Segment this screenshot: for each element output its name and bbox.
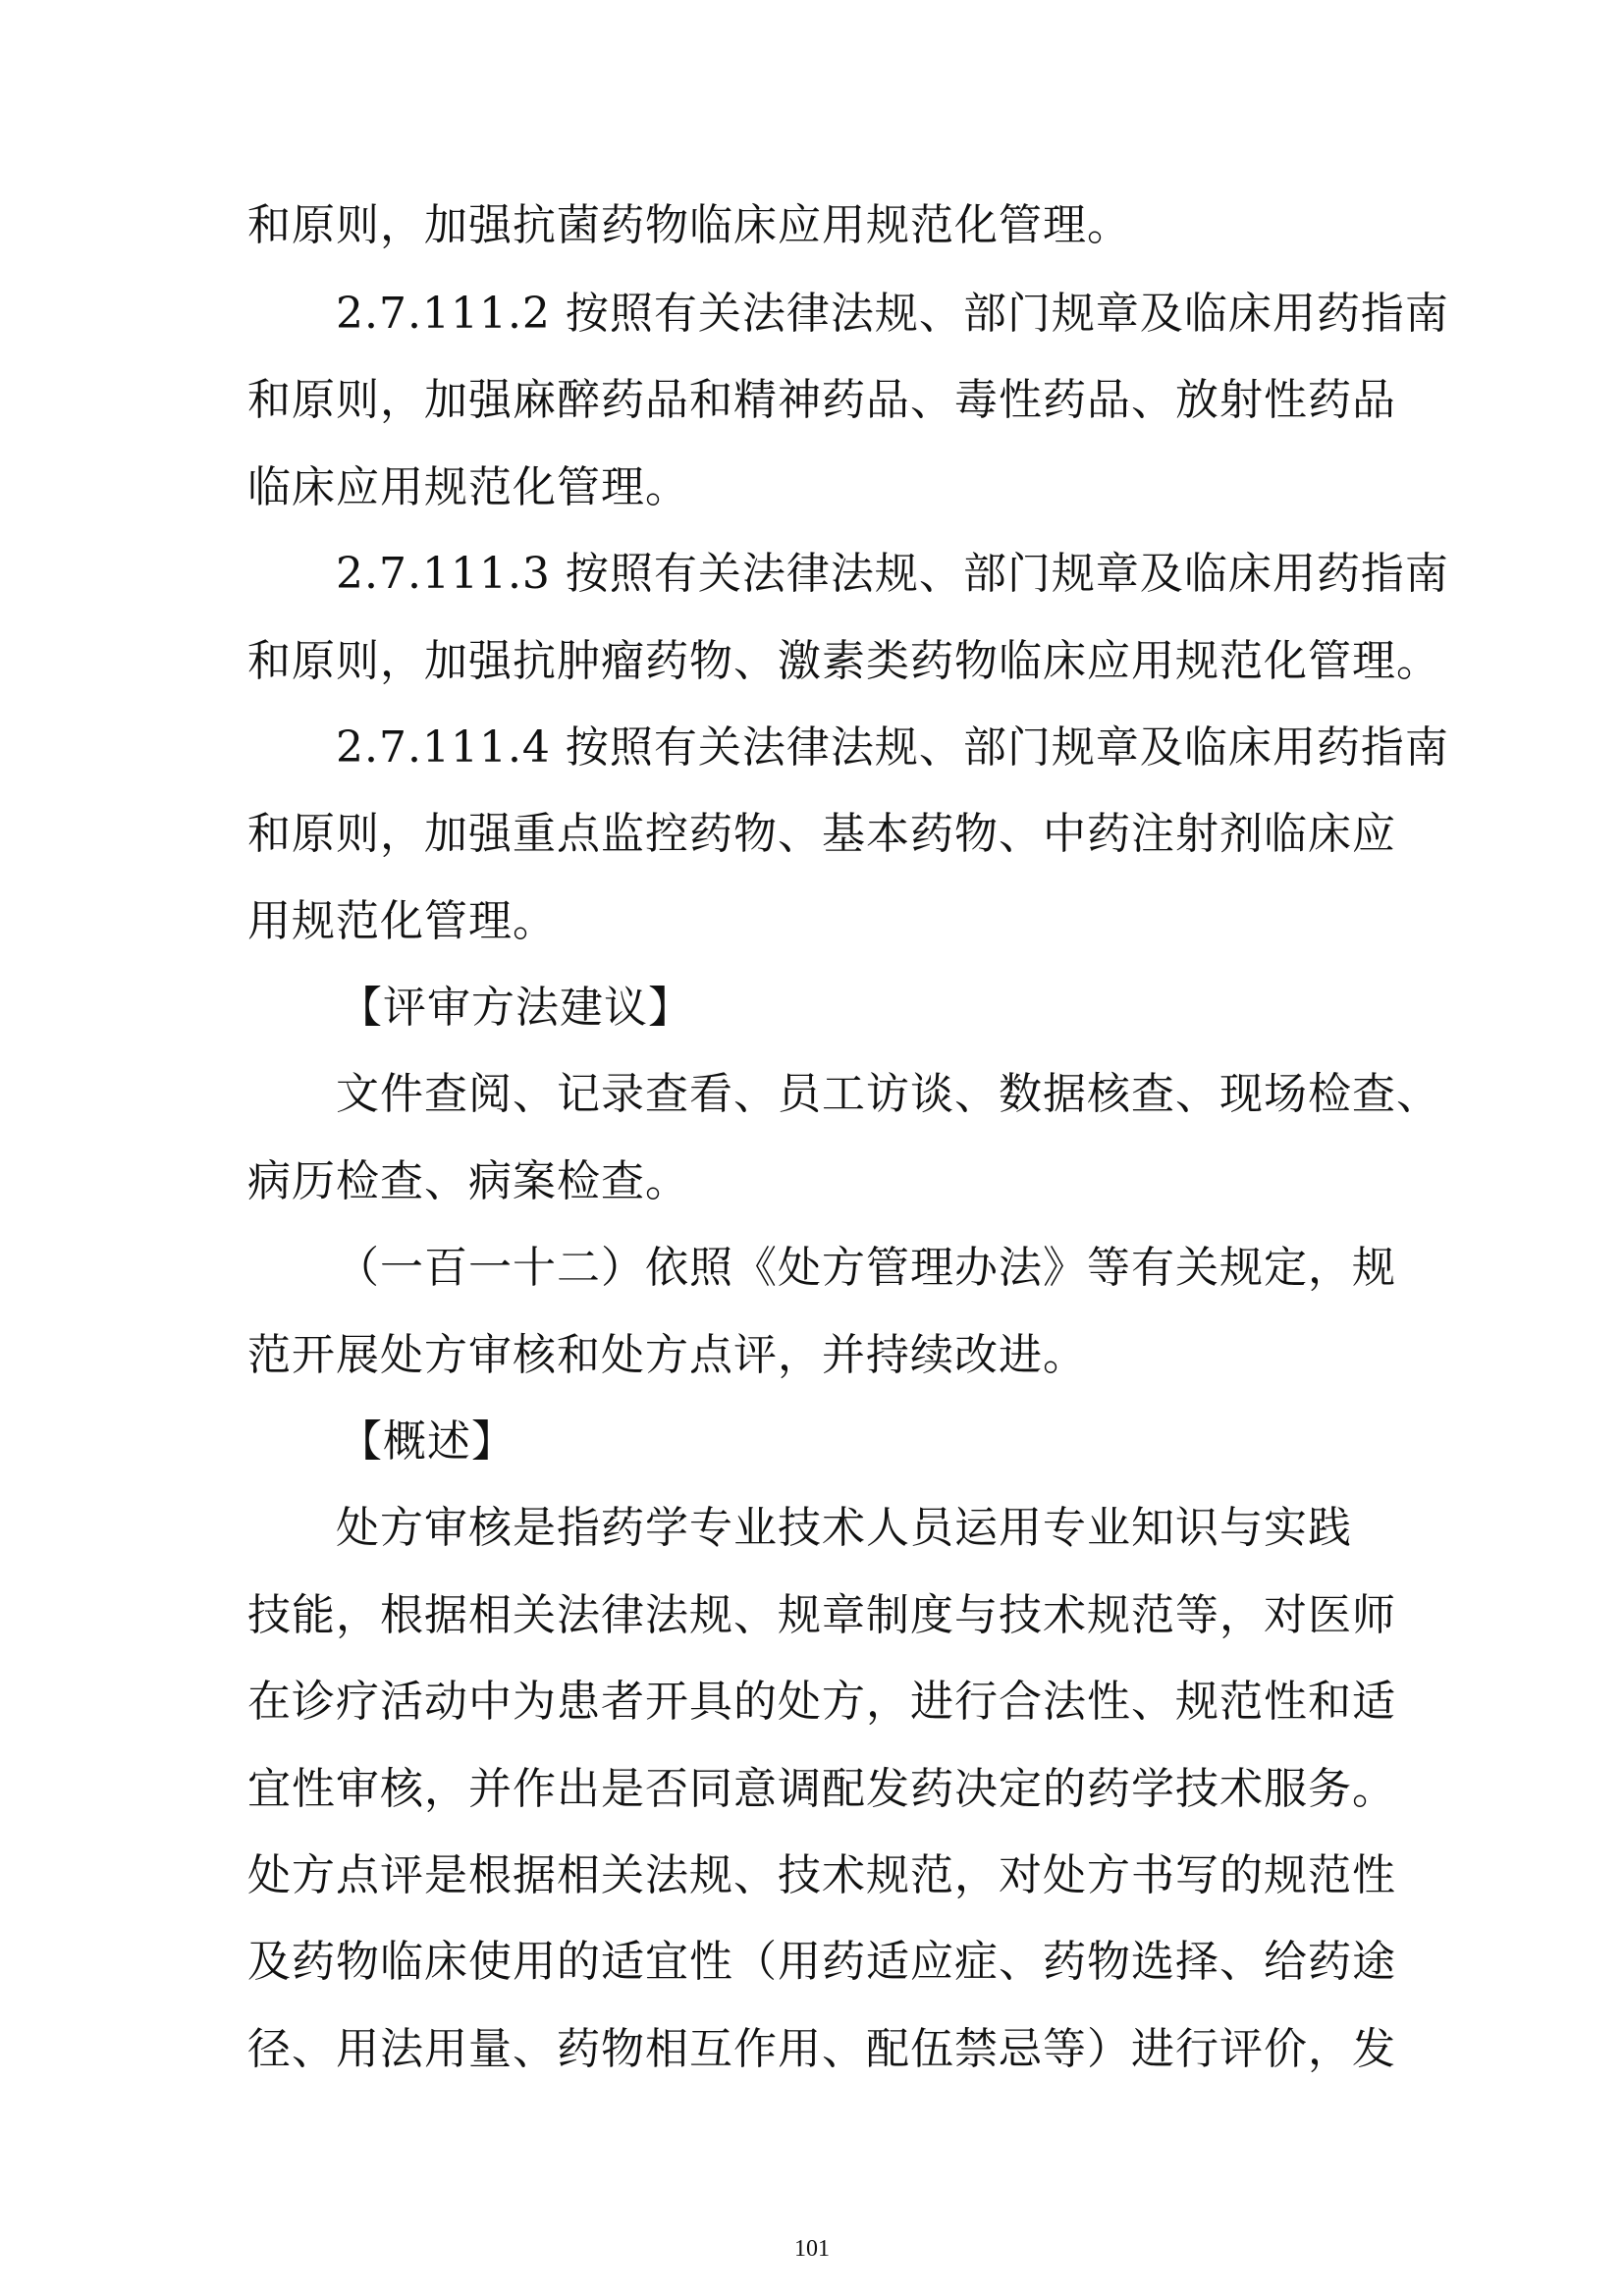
text-line: 处方点评是根据相关法规、技术规范，对处方书写的规范性 xyxy=(247,1850,1396,1900)
text-line: 范开展处方审核和处方点评，并持续改进。 xyxy=(247,1330,1087,1380)
text-line: 和原则，加强麻醉药品和精神药品、毒性药品、放射性药品 xyxy=(247,375,1396,425)
text-line: 2.7.111.4 按照有关法律法规、部门规章及临床用药指南 xyxy=(336,722,1449,773)
text-line: 2.7.111.2 按照有关法律法规、部门规章及临床用药指南 xyxy=(336,289,1449,339)
text-line: 宜性审核，并作出是否同意调配发药决定的药学技术服务。 xyxy=(247,1764,1396,1814)
text-line: 和原则，加强重点监控药物、基本药物、中药注射剂临床应 xyxy=(247,809,1396,859)
text-line: 技能，根据相关法律法规、规章制度与技术规范等，对医师 xyxy=(247,1590,1396,1640)
section-heading: 【评审方法建议】 xyxy=(339,983,692,1033)
text-line: 径、用法用量、药物相互作用、配伍禁忌等）进行评价，发 xyxy=(247,2024,1396,2074)
text-line: 及药物临床使用的适宜性（用药适应症、药物选择、给药途 xyxy=(247,1937,1396,1987)
text-line: 2.7.111.3 按照有关法律法规、部门规章及临床用药指南 xyxy=(336,549,1449,599)
text-line: 和原则，加强抗菌药物临床应用规范化管理。 xyxy=(247,200,1131,250)
text-line: 文件查阅、记录查看、员工访谈、数据核查、现场检查、 xyxy=(336,1069,1440,1119)
text-line: 和原则，加强抗肿瘤药物、激素类药物临床应用规范化管理。 xyxy=(247,636,1440,686)
text-line: 在诊疗活动中为患者开具的处方，进行合法性、规范性和适 xyxy=(247,1677,1396,1727)
text-line: 处方审核是指药学专业技术人员运用专业知识与实践 xyxy=(336,1503,1352,1553)
text-line: 临床应用规范化管理。 xyxy=(247,462,689,512)
section-heading: 【概述】 xyxy=(339,1416,515,1467)
page-number: 101 xyxy=(794,2236,830,2262)
text-line: 病历检查、病案检查。 xyxy=(247,1156,689,1206)
text-line: 用规范化管理。 xyxy=(247,896,557,946)
text-line: （一百一十二）依照《处方管理办法》等有关规定，规 xyxy=(336,1243,1396,1293)
